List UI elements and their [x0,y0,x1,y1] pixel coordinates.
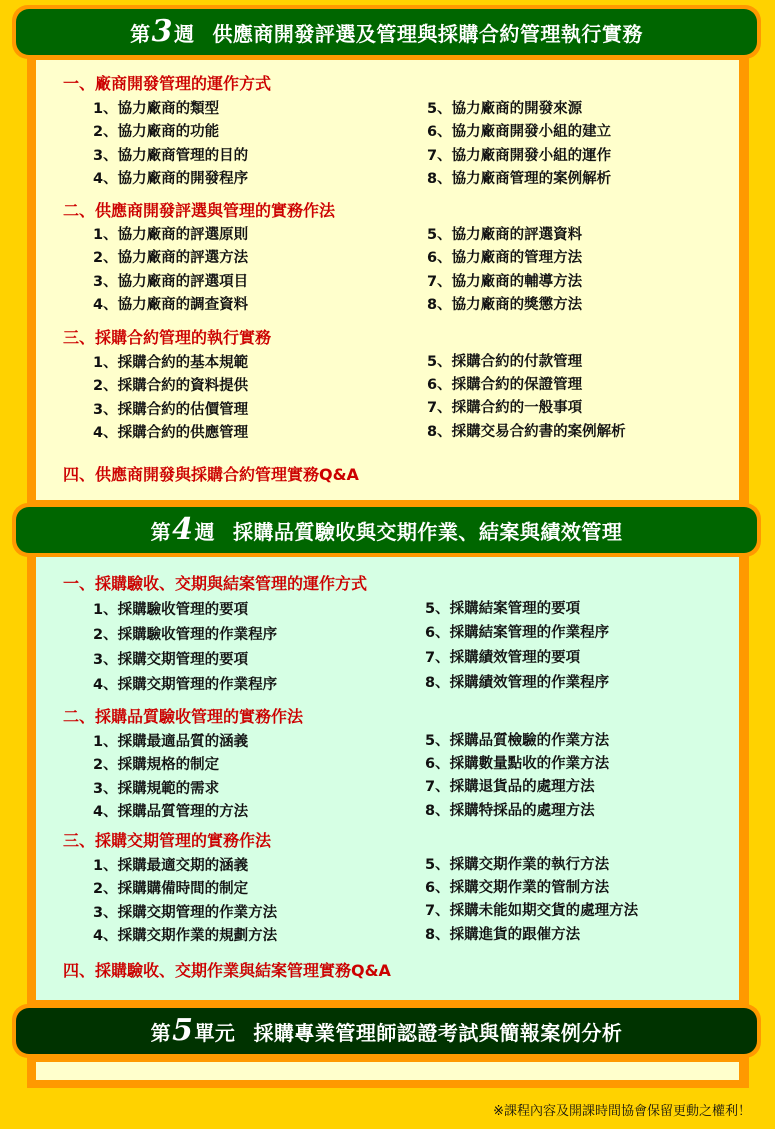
week3-header [12,5,761,59]
week3-section-3-title: 三、採購合約管理的執行實務 [63,328,272,347]
week3-s3-left-3: 3、採購合約的估價管理 [93,402,249,418]
week3-s1-left-3: 3、協力廠商管理的目的 [93,148,249,164]
week4-s2-right-8: 8、採購特採品的處理方法 [425,803,595,819]
week4-s2-left-1: 1、採購最適品質的涵義 [93,734,249,750]
week3-s2-right-8: 8、協力廠商的獎懲方法 [427,297,583,313]
week3-s1-right-6: 6、協力廠商開發小組的建立 [427,124,612,140]
unit5-header [12,1004,761,1058]
week3-s2-left-2: 2、協力廠商的評選方法 [93,250,249,266]
unit5-panel [36,1062,739,1080]
week3-s2-left-3: 3、協力廠商的評選項目 [93,274,249,290]
week4-s2-left-3: 3、採購規範的需求 [93,781,220,797]
week4-s1-right-8: 8、採購績效管理的作業程序 [425,675,610,691]
week4-prefix: 第 [150,519,172,544]
week4-s3-left-3: 3、採購交期管理的作業方法 [93,905,278,921]
week4-s1-left-4: 4、採購交期管理的作業程序 [93,677,278,693]
week3-s1-right-7: 7、協力廠商開發小組的運作 [427,148,612,164]
week4-s3-right-5: 5、採購交期作業的執行方法 [425,857,610,873]
week4-s1-left-2: 2、採購驗收管理的作業程序 [93,627,278,643]
week4-s1-right-7: 7、採購績效管理的要項 [425,650,581,666]
week4-title: 採購品質驗收與交期作業、結案與績效管理 [232,519,623,544]
week3-prefix: 第 [130,21,151,46]
week4-s2-right-5: 5、採購品質檢驗的作業方法 [425,733,610,749]
week4-qa-title: 四、採購驗收、交期作業與結案管理實務Q&A [63,961,391,980]
week3-s2-right-7: 7、協力廠商的輔導方法 [427,274,583,290]
week3-s2-left-1: 1、協力廠商的評選原則 [93,227,249,243]
week4-section-2-title: 二、採購品質驗收管理的實務作法 [63,707,304,726]
week3-s1-left-2: 2、協力廠商的功能 [93,124,220,140]
week4-section-3-title: 三、採購交期管理的實務作法 [63,831,272,850]
week4-s3-left-4: 4、採購交期作業的規劃方法 [93,928,278,944]
unit5-unit: 單元 [194,1020,236,1045]
week3-s1-right-5: 5、協力廠商的開發來源 [427,101,583,117]
week3-s3-right-6: 6、採購合約的保證管理 [427,377,583,393]
week3-s1-left-4: 4、協力廠商的開發程序 [93,171,249,187]
week4-section-1-title: 一、採購驗收、交期與結案管理的運作方式 [63,574,368,593]
week3-s3-left-2: 2、採購合約的資料提供 [93,378,249,394]
week4-s2-right-7: 7、採購退貨品的處理方法 [425,779,595,795]
week3-s3-left-4: 4、採購合約的供應管理 [93,425,249,441]
week4-s3-right-7: 7、採購未能如期交貨的處理方法 [425,903,639,919]
unit5-prefix: 第 [150,1020,172,1045]
week3-s2-right-6: 6、協力廠商的管理方法 [427,250,583,266]
week4-number: 4 [172,511,194,547]
week3-number: 3 [151,13,173,49]
week3-unit: 週 [173,21,195,46]
week3-s1-right-8: 8、協力廠商管理的案例解析 [427,171,612,187]
week3-s3-left-1: 1、採購合約的基本規範 [93,355,249,371]
week4-s2-left-4: 4、採購品質管理的方法 [93,804,249,820]
footer-note: ※課程內容及開課時間協會保留更動之權利！ [493,1104,751,1119]
week4-s2-left-2: 2、採購規格的制定 [93,757,220,773]
week4-unit: 週 [194,519,215,544]
week3-section-1-title: 一、廠商開發管理的運作方式 [63,74,272,93]
week4-header [12,503,761,557]
week4-s1-left-1: 1、採購驗收管理的要項 [93,602,249,618]
week4-s1-left-3: 3、採購交期管理的要項 [93,652,249,668]
week4-s1-right-5: 5、採購結案管理的要項 [425,601,581,617]
week3-s3-right-8: 8、採購交易合約書的案例解析 [427,424,626,440]
week4-s3-left-2: 2、採購購備時間的制定 [93,881,249,897]
week3-s3-right-7: 7、採購合約的一般事項 [427,400,583,416]
week4-s3-right-6: 6、採購交期作業的管制方法 [425,880,610,896]
week4-s3-right-8: 8、採購進貨的跟催方法 [425,927,581,943]
unit5-number: 5 [172,1012,194,1048]
week3-s1-left-1: 1、協力廠商的類型 [93,101,220,117]
week4-s2-right-6: 6、採購數量點收的作業方法 [425,756,610,772]
week3-qa-title: 四、供應商開發與採購合約管理實務Q&A [63,465,359,484]
week4-s3-left-1: 1、採購最適交期的涵義 [93,858,249,874]
week3-s3-right-5: 5、採購合約的付款管理 [427,354,583,370]
week3-s2-left-4: 4、協力廠商的調查資料 [93,297,249,313]
week3-s2-right-5: 5、協力廠商的評選資料 [427,227,583,243]
week3-title: 供應商開發評選及管理與採購合約管理執行實務 [212,21,643,46]
unit5-title: 採購專業管理師認證考試與簡報案例分析 [253,1020,623,1045]
week4-s1-right-6: 6、採購結案管理的作業程序 [425,625,610,641]
week3-section-2-title: 二、供應商開發評選與管理的實務作法 [63,201,336,220]
